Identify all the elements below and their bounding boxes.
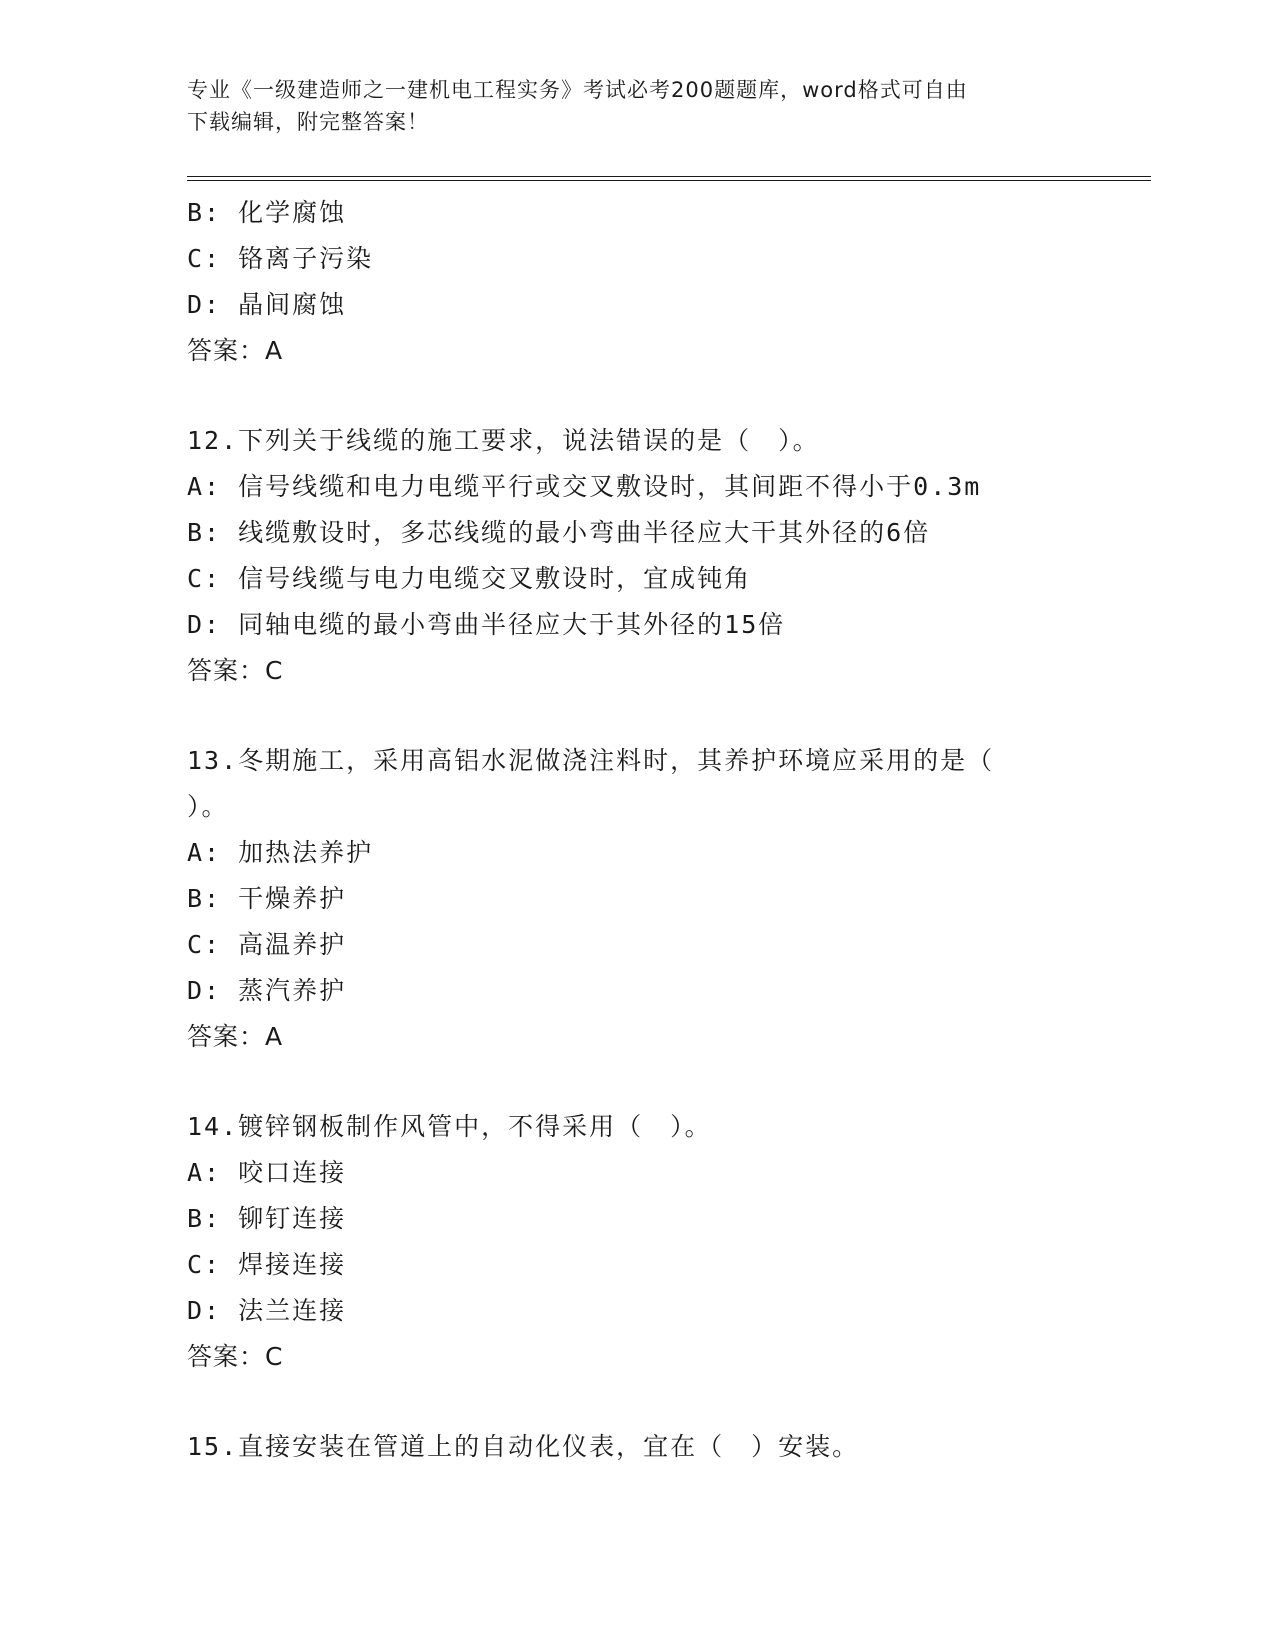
question-15 <box>187 1424 1167 1470</box>
question-list <box>187 190 1167 1470</box>
header-line-1: 专业《一级建造师之一建机电工程实务》考试必考200题题库，word格式可自由 <box>187 78 968 102</box>
question-text: 15.直接安装在管道上的自动化仪表，宜在（ ）安装。 <box>187 1432 860 1461</box>
answer: 答案：C <box>187 656 284 685</box>
question-text-line-2: ）。 <box>187 792 229 821</box>
spacer <box>187 1060 1167 1104</box>
question-12 <box>187 418 1167 694</box>
header-divider-top <box>187 176 1151 177</box>
option-d: D: 蒸汽养护 <box>187 976 347 1005</box>
option-a: A: 加热法养护 <box>187 838 374 867</box>
option-b: B: 铆钉连接 <box>187 1204 347 1233</box>
option-c: C: 焊接连接 <box>187 1250 347 1279</box>
question-text: 14.镀锌钢板制作风管中，不得采用（ ）。 <box>187 1112 712 1141</box>
question-14 <box>187 1104 1167 1380</box>
spacer <box>187 374 1167 418</box>
document-header <box>187 74 1067 138</box>
option-c: C: 铬离子污染 <box>187 244 374 273</box>
answer: 答案：A <box>187 1022 284 1051</box>
option-d: D: 晶间腐蚀 <box>187 290 347 319</box>
option-a: A: 信号线缆和电力电缆平行或交叉敷设时，其间距不得小于0.3m <box>187 472 982 501</box>
option-c: C: 高温养护 <box>187 930 347 959</box>
question-11-tail <box>187 190 1167 374</box>
question-text: 12.下列关于线缆的施工要求，说法错误的是（ ）。 <box>187 426 820 455</box>
option-d: D: 同轴电缆的最小弯曲半径应大于其外径的15倍 <box>187 610 786 639</box>
answer: 答案：A <box>187 336 284 365</box>
spacer <box>187 694 1167 738</box>
header-line-2: 下载编辑，附完整答案！ <box>187 110 429 134</box>
spacer <box>187 1380 1167 1424</box>
option-c: C: 信号线缆与电力电缆交叉敷设时，宜成钝角 <box>187 564 752 593</box>
answer: 答案：C <box>187 1342 284 1371</box>
header-divider-bottom <box>187 180 1151 181</box>
question-13 <box>187 738 1167 1060</box>
option-b: B: 干燥养护 <box>187 884 347 913</box>
option-a: A: 咬口连接 <box>187 1158 347 1187</box>
question-text-line-1: 13.冬期施工，采用高铝水泥做浇注料时，其养护环境应采用的是（ <box>187 746 995 775</box>
option-b: B: 线缆敷设时，多芯线缆的最小弯曲半径应大干其外径的6倍 <box>187 518 931 547</box>
option-d: D: 法兰连接 <box>187 1296 347 1325</box>
option-b: B: 化学腐蚀 <box>187 198 347 227</box>
